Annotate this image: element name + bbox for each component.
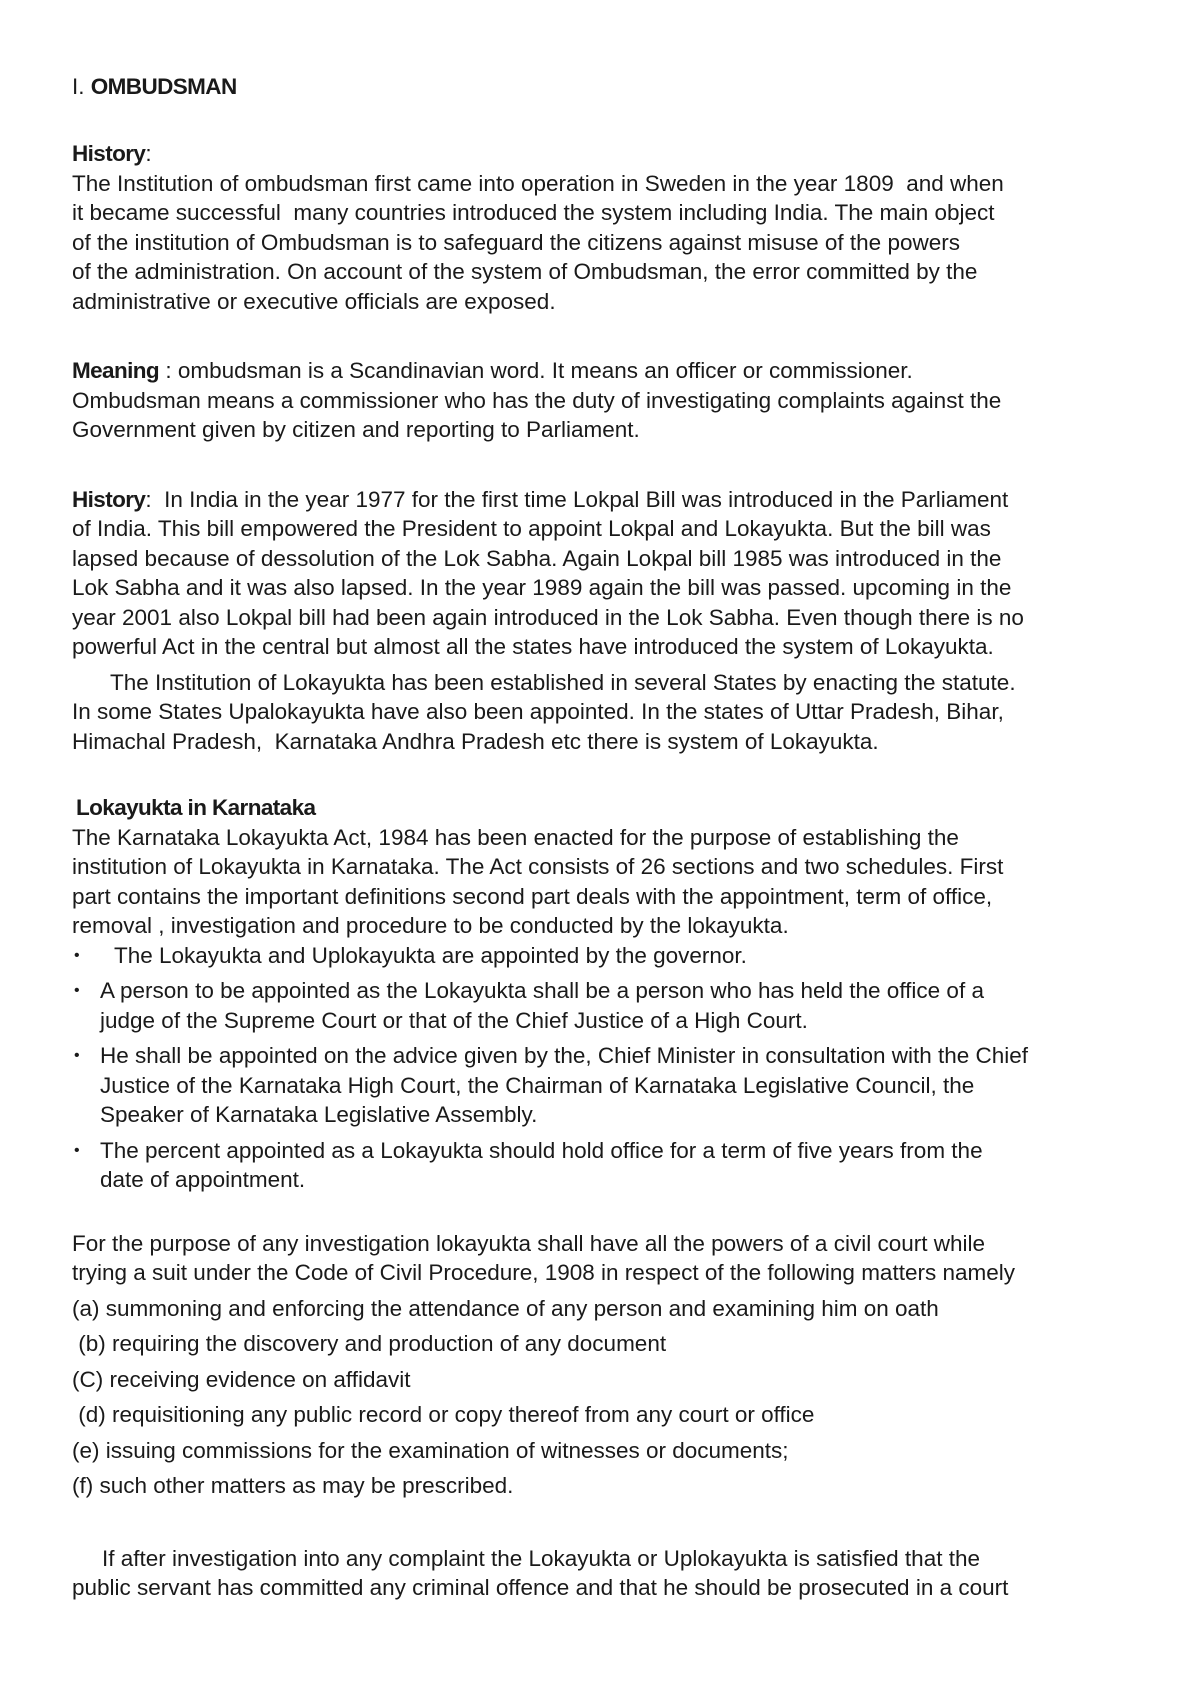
paragraph-line: public servant has committed any criminal offence and that he should be prosecuted in a court [72, 1575, 1009, 1600]
paragraph-line: In some States Upalokayukta have also been appointed. In the states of Uttar Pradesh, Bihar, [72, 699, 1004, 724]
history-india-heading: History [72, 486, 146, 512]
list-item-line: Speaker of Karnataka Legislative Assembly. [100, 1102, 538, 1127]
powers-item-e: (e) issuing commissions for the examination of witnesses or documents; [72, 1437, 789, 1463]
paragraph-line: trying a suit under the Code of Civil Procedure, 1908 in respect of the following matters namely [72, 1260, 1015, 1285]
history-heading [72, 139, 1132, 169]
paragraph-line: Himachal Pradesh, Karnataka Andhra Pradesh etc there is system of Lokayukta. [72, 728, 879, 754]
paragraph-line: year 2001 also Lokpal bill had been again introduced in the Lok Sabha. Even though there is no [72, 604, 1024, 630]
meaning-first-line: : ombudsman is a Scandinavian word. It means an officer or commissioner. [159, 358, 913, 383]
bullet-icon: • [74, 946, 80, 964]
paragraph-line: removal , investigation and procedure to be conducted by the lokayukta. [72, 913, 789, 938]
meaning-heading: Meaning [72, 358, 160, 383]
paragraph-line: part contains the important definitions second part deals with the appointment, term of office, [72, 883, 993, 909]
list-item-line: The Lokayukta and Uplokayukta are appointed by the governor. [114, 942, 747, 968]
paragraph-line: Government given by citizen and reporting to Parliament. [72, 417, 640, 442]
list-item-line: Justice of the Karnataka High Court, the Chairman of Karnataka Legislative Council, the [100, 1072, 975, 1098]
list-item-line: A person to be appointed as the Lokayukta shall be a person who has held the office of a [100, 978, 984, 1003]
paragraph-line: The Karnataka Lokayukta Act, 1984 has been enacted for the purpose of establishing the [72, 824, 959, 850]
history-heading-text: History [72, 141, 146, 166]
paragraph-line: For the purpose of any investigation lokayukta shall have all the powers of a civil court while [72, 1230, 985, 1256]
paragraph-line: of the administration. On account of the system of Ombudsman, the error committed by the [72, 259, 978, 284]
paragraph-line: it became successful many countries introduced the system including India. The main object [72, 200, 995, 225]
list-item [72, 1136, 1132, 1195]
meaning-paragraph-start [72, 356, 1132, 386]
history-india-first-line: : In India in the year 1977 for the first time Lokpal Bill was introduced in the Parliament [145, 486, 1009, 512]
list-item-line: The percent appointed as a Lokayukta should hold office for a term of five years from the [100, 1137, 983, 1163]
paragraph-line: The Institution of Lokayukta has been established in several States by enacting the statute. [110, 669, 1016, 695]
bullet-icon: • [74, 982, 80, 999]
paragraph-line: institution of Lokayukta in Karnataka. The Act consists of 26 sections and two schedules. First [72, 854, 1004, 879]
karnataka-heading: Lokayukta in Karnataka [76, 795, 316, 820]
powers-item-d: (d) requisitioning any public record or copy thereof from any court or office [72, 1402, 815, 1427]
history-india-paragraph-start [72, 485, 1132, 515]
powers-item-b: (b) requiring the discovery and production of any document [72, 1331, 667, 1356]
paragraph-line: of the institution of Ombudsman is to safeguard the citizens against misuse of the powers [72, 229, 960, 255]
paragraph-line: The Institution of ombudsman first came into operation in Sweden in the year 1809 and when [72, 170, 1004, 196]
list-item-line: date of appointment. [100, 1167, 306, 1192]
powers-item-c: (C) receiving evidence on affidavit [72, 1366, 411, 1392]
history-heading-colon: : [145, 141, 152, 166]
title-prefix: I. [72, 74, 91, 99]
paragraph-line: Lok Sabha and it was also lapsed. In the year 1989 again the bill was passed. upcoming in the [72, 575, 1012, 600]
powers-item-a: (a) summoning and enforcing the attendance of any person and examining him on oath [72, 1295, 939, 1321]
paragraph-line: lapsed because of dessolution of the Lok Sabha. Again Lokpal bill 1985 was introduced in the [72, 545, 1002, 571]
paragraph-line: powerful Act in the central but almost all the states have introduced the system of Lokayukta. [72, 634, 994, 659]
karnataka-bullet-list [72, 941, 1132, 1195]
list-item-line: He shall be appointed on the advice given by the, Chief Minister in consultation with the Chief [100, 1043, 1029, 1068]
bullet-icon: • [74, 1141, 80, 1159]
paragraph-line: administrative or executive officials are exposed. [72, 288, 556, 314]
list-item [72, 1041, 1132, 1130]
bullet-icon: • [74, 1047, 80, 1064]
powers-item-f: (f) such other matters as may be prescribed. [72, 1473, 514, 1498]
list-item [72, 976, 1132, 1035]
document-page [72, 72, 1132, 1603]
list-item [72, 941, 1132, 971]
paragraph-line: Ombudsman means a commissioner who has the duty of investigating complaints against the [72, 387, 1002, 413]
list-item-line: judge of the Supreme Court or that of the Chief Justice of a High Court. [100, 1007, 808, 1033]
paragraph-line: of India. This bill empowered the President to appoint Lokpal and Lokayukta. But the bill was [72, 516, 991, 541]
title-text: OMBUDSMAN [90, 74, 237, 99]
document-title [72, 72, 1132, 102]
paragraph-line: If after investigation into any complaint the Lokayukta or Uplokayukta is satisfied that the [102, 1545, 980, 1571]
